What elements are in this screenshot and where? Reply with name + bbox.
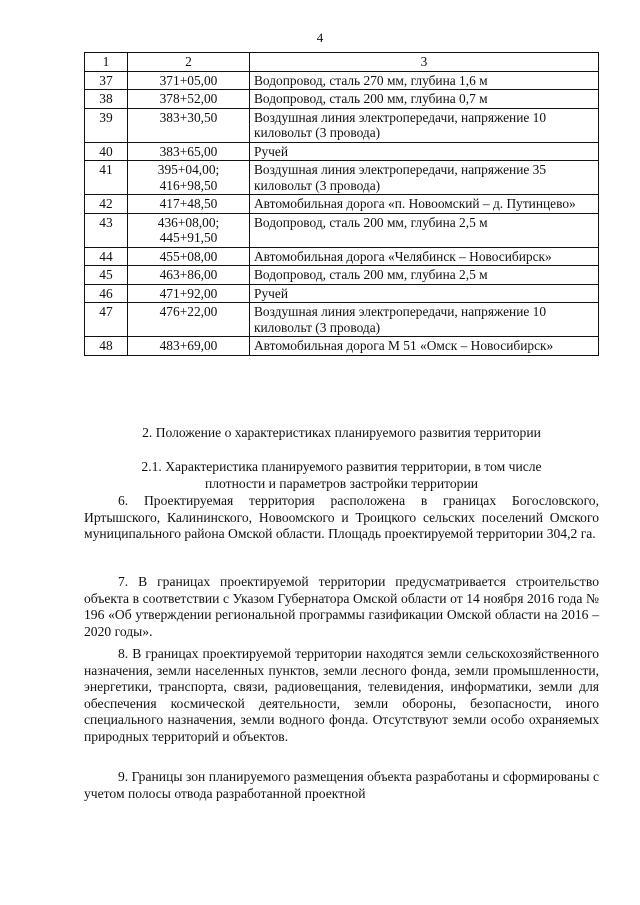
row-location: 436+08,00; 445+91,50 xyxy=(128,213,250,247)
row-location: 471+92,00 xyxy=(128,284,250,303)
row-description: Водопровод, сталь 200 мм, глубина 2,5 м xyxy=(250,266,599,285)
row-number: 38 xyxy=(85,90,128,109)
paragraph-9: 9. Границы зон планируемого размещения объекта разработаны и сформированы с учетом полосы отвода разработанной проектной xyxy=(84,769,599,801)
table-row xyxy=(85,284,599,303)
table-row xyxy=(85,266,599,285)
row-location: 476+22,00 xyxy=(128,303,250,337)
paragraph-7: 7. В границах проектируемой территории предусматривается строительство объекта в соответствии с Указом Губернатора Омской области от 14 ноября 2016 года № 196 «Об утверждении региональной программы газификации Омской области на 2016 – 2020 годы». xyxy=(84,574,599,639)
header-cell-2: 2 xyxy=(128,53,250,72)
row-number: 44 xyxy=(85,247,128,266)
row-number: 39 xyxy=(85,108,128,142)
table-row xyxy=(85,142,599,161)
row-description: Ручей xyxy=(250,284,599,303)
table-row xyxy=(85,108,599,142)
row-location: 455+08,00 xyxy=(128,247,250,266)
row-location: 378+52,00 xyxy=(128,90,250,109)
row-location: 483+69,00 xyxy=(128,337,250,356)
section-heading: 2. Положение о характеристиках планируемого развития территории xyxy=(142,425,541,440)
row-description: Воздушная линия электропередачи, напряжение 35 киловольт (3 провода) xyxy=(250,161,599,195)
row-description: Ручей xyxy=(250,142,599,161)
row-location: 395+04,00; 416+98,50 xyxy=(128,161,250,195)
subsection-heading: 2.1. Характеристика планируемого развития территории, в том числе плотности и параметров застройки территории xyxy=(141,459,542,491)
row-description: Водопровод, сталь 270 мм, глубина 1,6 м xyxy=(250,71,599,90)
row-description: Водопровод, сталь 200 мм, глубина 2,5 м xyxy=(250,213,599,247)
table-row xyxy=(85,195,599,214)
table-row xyxy=(85,90,599,109)
row-description: Автомобильная дорога М 51 «Омск – Новосибирск» xyxy=(250,337,599,356)
row-number: 45 xyxy=(85,266,128,285)
table-row xyxy=(85,161,599,195)
row-description: Автомобильная дорога «п. Новоомский – д. Путинцево» xyxy=(250,195,599,214)
row-number: 48 xyxy=(85,337,128,356)
table-row xyxy=(85,303,599,337)
header-cell-1: 1 xyxy=(85,53,128,72)
table-header-row xyxy=(85,53,599,72)
table-row xyxy=(85,213,599,247)
row-description: Водопровод, сталь 200 мм, глубина 0,7 м xyxy=(250,90,599,109)
crossings-table xyxy=(84,52,599,356)
row-number: 47 xyxy=(85,303,128,337)
row-number: 40 xyxy=(85,142,128,161)
row-number: 42 xyxy=(85,195,128,214)
row-location: 371+05,00 xyxy=(128,71,250,90)
row-number: 41 xyxy=(85,161,128,195)
paragraph-6: 6. Проектируемая территория расположена в границах Богословского, Иртышского, Калининского, Новоомского и Троицкого сельских поселений Омского муниципального района Омской области. Площадь проектируемой территории 304,2 га. xyxy=(84,493,599,541)
row-location: 417+48,50 xyxy=(128,195,250,214)
table-row xyxy=(85,71,599,90)
table-row xyxy=(85,247,599,266)
row-number: 43 xyxy=(85,213,128,247)
row-location: 463+86,00 xyxy=(128,266,250,285)
row-location: 383+30,50 xyxy=(128,108,250,142)
row-description: Автомобильная дорога «Челябинск – Новосибирск» xyxy=(250,247,599,266)
paragraph-8: 8. В границах проектируемой территории находятся земли сельскохозяйственного назначения, земли населенных пунктов, земли лесного фонда, земли промышленности, энергетики, транспорта, связи, радиовещания, телевидения, информатики, земли для обеспечения космической деятельности, земли обороны, безопасности, иного специального назначения, земли водного фонда. Отсутствуют земли особо охраняемых природных территорий и объектов. xyxy=(84,646,599,744)
page-number: 4 xyxy=(316,30,324,45)
row-description: Воздушная линия электропередачи, напряжение 10 киловольт (3 провода) xyxy=(250,303,599,337)
row-description: Воздушная линия электропередачи, напряжение 10 киловольт (3 провода) xyxy=(250,108,599,142)
row-number: 37 xyxy=(85,71,128,90)
table-row xyxy=(85,337,599,356)
row-number: 46 xyxy=(85,284,128,303)
header-cell-3: 3 xyxy=(250,53,599,72)
row-location: 383+65,00 xyxy=(128,142,250,161)
